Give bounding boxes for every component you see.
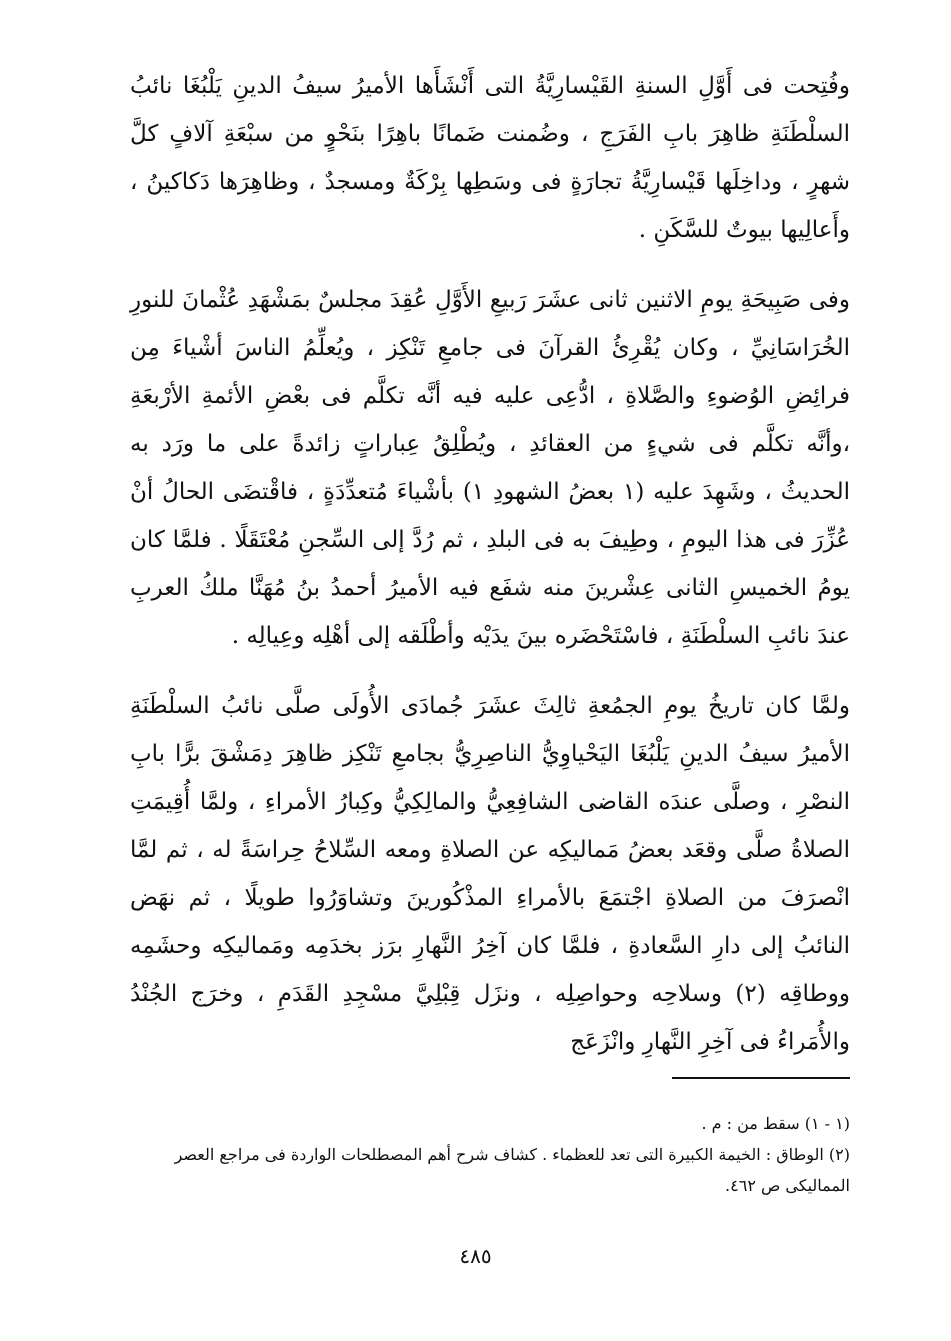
footnotes — [130, 1108, 850, 1201]
paragraph-2: وفى صَبِيحَةِ يومِ الاثنين ثانى عشَرَ رَبيعِ الأَوَّلِ عُقِدَ مجلسٌ بمَشْهَدِ عُثْمانَ للنورِ الخُرَاسَانِيِّ ، وكان يُقْرِئُ القرآنَ فى جامعِ تَنْكِز ، ويُعلِّمُ الناسَ أشْياءَ مِن فرائِضِ الوُضوءِ والصَّلاةِ ، ادُّعِى عليه فيه أنَّه تكلَّم فى بعْضِ الأئمةِ الأرْبعَةِ ،وأنَّه تكلَّم فى شيءٍ من العقائدِ ، ويُطْلِقُ عِباراتٍ زائدةً على ما ورَد به الحديثُ ، وشَهِدَ عليه (١ بعضُ الشهودِ ١) بأشْياءَ مُتعدِّدَةٍ ، فاقْتضَى الحالُ أنْ عُزِّرَ فى هذا اليومِ ، وطِيفَ به فى البلدِ ، ثم رُدَّ إلى السِّجنِ مُعْتَقَلًا . فلمَّا كان يومُ الخميسِ الثانى عِشْرينَ منه شفَع فيه الأميرُ أحمدُ بنُ مُهَنَّا ملكُ العربِ عندَ نائبِ السلْطَنَةِ ، فاسْتَحْضَره بينَ يدَيْه وأطْلَقه إلى أهْلِه وعِيالِه . — [130, 287, 850, 649]
footnote-divider — [672, 1077, 850, 1079]
footnote-1: (١ - ١) سقط من : م . — [701, 1114, 850, 1133]
main-text — [130, 62, 850, 1066]
paragraph-3: ولمَّا كان تاريخُ يومِ الجمُعةِ ثالِثَ عشَرَ جُمادَى الأُولَى صلَّى نائبُ السلْطَنَةِ الأميرُ سيفُ الدينِ يَلْبُغَا اليَحْياوِيُّ الناصِرِيُّ بجامعِ تَنْكِز ظاهِرَ دِمَشْقَ برًّا بابِ النصْرِ ، وصلَّى عندَه القاضى الشافِعِيُّ والمالِكِيُّ وكِبارُ الأمراءِ ، ولمَّا أُقِيمَتِ الصلاةُ صلَّى وقعَد بعضُ مَماليكِه عن الصلاةِ ومعه السِّلاحُ حِراسَةً له ، ثم لمَّا انْصرَفَ من الصلاةِ اجْتمَعَ بالأمراءِ المذْكُورينَ وتشاوَرُوا طويلًا ، ثم نهَض النائبُ إلى دارِ السَّعادةِ ، فلمَّا كان آخِرُ النَّهارِ برَز بخدَمِه ومَماليكِه وحشَمِه ووطاقِه (٢) وسلاحِه وحواصِلِه ، ونزَل قِبْلِيَّ مسْجِدِ القَدَمِ ، وخرَج الجُنْدُ والأُمَراءُ فى آخِرِ النَّهارِ وانْزَعَج — [130, 693, 850, 1055]
footnote-2: (٢) الوطاق : الخيمة الكبيرة التى تعد للعظماء . كشاف شرح أهم المصطلحات الواردة فى مراجع العصر المماليكى ص ٤٦٢. — [174, 1145, 850, 1195]
page-number: ٤٨٥ — [459, 1244, 492, 1268]
paragraph-1: وفُتِحت فى أَوَّلِ السنةِ القَيْسارِيَّةُ التى أَنْشَأَها الأميرُ سيفُ الدينِ يَلْبُغَا نائبُ السلْطَنَةِ ظاهِرَ بابِ الفَرَجِ ، وضُمنت ضَمانًا باهِرًا بنَحْوٍ من سبْعَةِ آلافٍ كلَّ شهرٍ ، وداخِلَها قَيْسارِيَّةُ تجارَةٍ فى وسَطِها بِرْكَةٌ ومسجدٌ ، وظاهِرَها دَكاكينُ ، وأَعالِيها بيوتٌ للسَّكَنِ . — [130, 73, 850, 243]
